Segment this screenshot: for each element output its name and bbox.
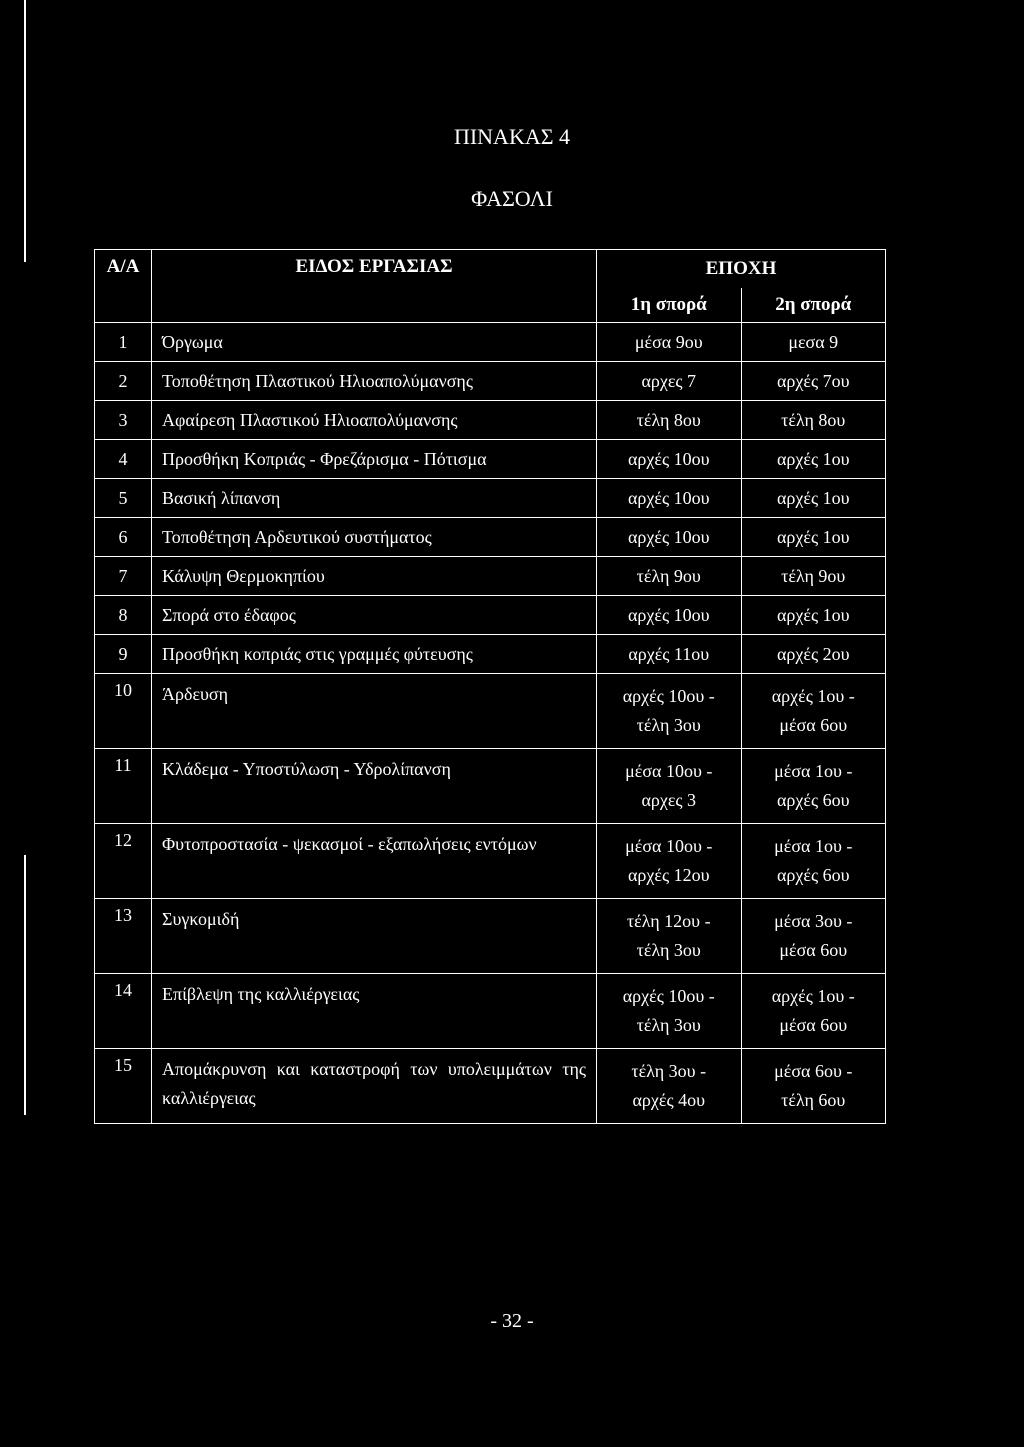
period-text: αρχές 7ου bbox=[776, 370, 850, 391]
col-header-season: ΕΠΟΧΗ bbox=[597, 250, 886, 289]
work-type: Κάλυψη Θερμοκηπίου bbox=[152, 557, 597, 596]
period-text: τέλη 3ου - bbox=[631, 1061, 707, 1081]
sowing-2-period bbox=[741, 824, 886, 899]
table-row bbox=[95, 479, 886, 518]
row-number: 6 bbox=[95, 518, 152, 557]
col-header-work: ΕΙΔΟΣ ΕΡΓΑΣΙΑΣ bbox=[152, 250, 597, 323]
row-number: 5 bbox=[95, 479, 152, 518]
table-row bbox=[95, 1049, 886, 1124]
sowing-2-period bbox=[741, 401, 886, 440]
table-row bbox=[95, 518, 886, 557]
work-type: Προσθήκη κοπριάς στις γραμμές φύτευσης bbox=[152, 635, 597, 674]
period-text: αρχές 10ου bbox=[627, 448, 710, 469]
sowing-2-period bbox=[741, 674, 886, 749]
period-text: αρχές 1ου - bbox=[771, 986, 855, 1006]
period-text: τέλη 3ου bbox=[636, 940, 701, 960]
sowing-1-period bbox=[597, 899, 742, 974]
table-row bbox=[95, 899, 886, 974]
work-type: Τοποθέτηση Πλαστικού Ηλιοαπολύμανσης bbox=[152, 362, 597, 401]
left-margin-rule-bottom bbox=[24, 855, 26, 1115]
period-text: μέσα 6ου - bbox=[774, 1061, 853, 1081]
work-type: Άρδευση bbox=[152, 674, 597, 749]
period-text: αρχές 1ου bbox=[776, 604, 850, 625]
table-row bbox=[95, 674, 886, 749]
sowing-1-period bbox=[597, 596, 742, 635]
period-text: αρχές 10ου - bbox=[622, 686, 715, 706]
period-text: μέσα 10ου - bbox=[625, 761, 713, 781]
sowing-1-period bbox=[597, 674, 742, 749]
period-text: τέλη 9ου bbox=[781, 565, 846, 586]
sowing-1-period bbox=[597, 401, 742, 440]
work-type: Τοποθέτηση Αρδευτικού συστήματος bbox=[152, 518, 597, 557]
sowing-1-period bbox=[597, 362, 742, 401]
period-text: τέλη 6ου bbox=[781, 1090, 846, 1110]
work-type: Βασική λίπανση bbox=[152, 479, 597, 518]
period-text: τέλη 8ου bbox=[636, 409, 701, 430]
sowing-1-period bbox=[597, 824, 742, 899]
row-number: 8 bbox=[95, 596, 152, 635]
sowing-1-period bbox=[597, 557, 742, 596]
work-schedule-table bbox=[94, 249, 886, 1124]
col-header-no: Α/Α bbox=[95, 250, 152, 323]
sowing-2-period bbox=[741, 362, 886, 401]
table-row bbox=[95, 974, 886, 1049]
period-text: αρχες 7 bbox=[641, 370, 697, 391]
sowing-2-period bbox=[741, 323, 886, 362]
work-type: Κλάδεμα - Υποστύλωση - Υδρολίπανση bbox=[152, 749, 597, 824]
period-text: αρχες 3 bbox=[641, 790, 697, 810]
table-row bbox=[95, 596, 886, 635]
period-text: τέλη 8ου bbox=[781, 409, 846, 430]
period-text: μέσα 9ου bbox=[634, 331, 703, 352]
row-number: 9 bbox=[95, 635, 152, 674]
sowing-2-period bbox=[741, 518, 886, 557]
row-number: 2 bbox=[95, 362, 152, 401]
work-type: Σπορά στο έδαφος bbox=[152, 596, 597, 635]
table-row bbox=[95, 323, 886, 362]
row-number: 4 bbox=[95, 440, 152, 479]
period-text: αρχές 1ου bbox=[776, 448, 850, 469]
work-type: Προσθήκη Κοπριάς - Φρεζάρισμα - Πότισμα bbox=[152, 440, 597, 479]
row-number: 1 bbox=[95, 323, 152, 362]
row-number: 11 bbox=[95, 749, 152, 824]
work-type: Όργωμα bbox=[152, 323, 597, 362]
sowing-2-period bbox=[741, 974, 886, 1049]
sowing-1-period bbox=[597, 749, 742, 824]
col-header-sowing-1: 1η σπορά bbox=[597, 288, 742, 323]
period-text: τέλη 9ου bbox=[636, 565, 701, 586]
work-type: Συγκομιδή bbox=[152, 899, 597, 974]
period-text: μέσα 1ου - bbox=[774, 836, 853, 856]
table-row bbox=[95, 824, 886, 899]
period-text: τέλη 12ου - bbox=[626, 911, 711, 931]
period-text: αρχές 10ου bbox=[627, 526, 710, 547]
period-text: αρχές 6ου bbox=[776, 790, 850, 810]
sowing-2-period bbox=[741, 479, 886, 518]
period-text: αρχές 12ου bbox=[627, 865, 710, 885]
row-number: 12 bbox=[95, 824, 152, 899]
work-type: Απομάκρυνση και καταστροφή των υπολειμμάτων της καλλιέργειας bbox=[152, 1049, 597, 1124]
table-row bbox=[95, 401, 886, 440]
period-text: αρχές 2ου bbox=[776, 643, 850, 664]
sowing-1-period bbox=[597, 323, 742, 362]
sowing-1-period bbox=[597, 1049, 742, 1124]
period-text: αρχές 6ου bbox=[776, 865, 850, 885]
table-row bbox=[95, 440, 886, 479]
sowing-1-period bbox=[597, 440, 742, 479]
period-text: αρχές 10ου bbox=[627, 487, 710, 508]
period-text: αρχές 1ου bbox=[776, 526, 850, 547]
period-text: μέσα 6ου bbox=[779, 1015, 848, 1035]
period-text: μέσα 10ου - bbox=[625, 836, 713, 856]
sowing-1-period bbox=[597, 635, 742, 674]
period-text: αρχές 11ου bbox=[628, 643, 710, 664]
row-number: 3 bbox=[95, 401, 152, 440]
work-type: Επίβλεψη της καλλιέργειας bbox=[152, 974, 597, 1049]
table-row bbox=[95, 362, 886, 401]
work-type: Αφαίρεση Πλαστικού Ηλιοαπολύμανσης bbox=[152, 401, 597, 440]
sowing-2-period bbox=[741, 557, 886, 596]
page-number: - 32 - bbox=[490, 1310, 534, 1332]
period-text: αρχές 10ου bbox=[627, 604, 710, 625]
period-text: μέσα 1ου - bbox=[774, 761, 853, 781]
sowing-2-period bbox=[741, 899, 886, 974]
work-type: Φυτοπροστασία - ψεκασμοί - εξαπωλήσεις εντόμων bbox=[152, 824, 597, 899]
sowing-2-period bbox=[741, 1049, 886, 1124]
sowing-1-period bbox=[597, 974, 742, 1049]
period-text: τέλη 3ου bbox=[636, 1015, 701, 1035]
sowing-2-period bbox=[741, 635, 886, 674]
row-number: 7 bbox=[95, 557, 152, 596]
period-text: αρχές 1ου bbox=[776, 487, 850, 508]
col-header-sowing-2: 2η σπορά bbox=[741, 288, 886, 323]
row-number: 14 bbox=[95, 974, 152, 1049]
period-text: τέλη 3ου bbox=[636, 715, 701, 735]
row-number: 15 bbox=[95, 1049, 152, 1124]
table-row bbox=[95, 635, 886, 674]
table-title: ΠΙΝΑΚΑΣ 4 bbox=[453, 124, 571, 149]
row-number: 13 bbox=[95, 899, 152, 974]
sowing-2-period bbox=[741, 440, 886, 479]
period-text: αρχές 10ου - bbox=[622, 986, 715, 1006]
period-text: αρχές 4ου bbox=[632, 1090, 705, 1110]
sowing-1-period bbox=[597, 518, 742, 557]
sowing-2-period bbox=[741, 596, 886, 635]
table-row bbox=[95, 557, 886, 596]
period-text: μέσα 6ου bbox=[779, 715, 848, 735]
crop-title: ΦΑΣΟΛΙ bbox=[471, 186, 553, 211]
sowing-1-period bbox=[597, 479, 742, 518]
table-row bbox=[95, 749, 886, 824]
period-text: μέσα 6ου bbox=[779, 940, 848, 960]
period-text: αρχές 1ου - bbox=[771, 686, 855, 706]
period-text: μέσα 3ου - bbox=[774, 911, 853, 931]
row-number: 10 bbox=[95, 674, 152, 749]
sowing-2-period bbox=[741, 749, 886, 824]
period-text: μεσα 9 bbox=[788, 331, 839, 352]
